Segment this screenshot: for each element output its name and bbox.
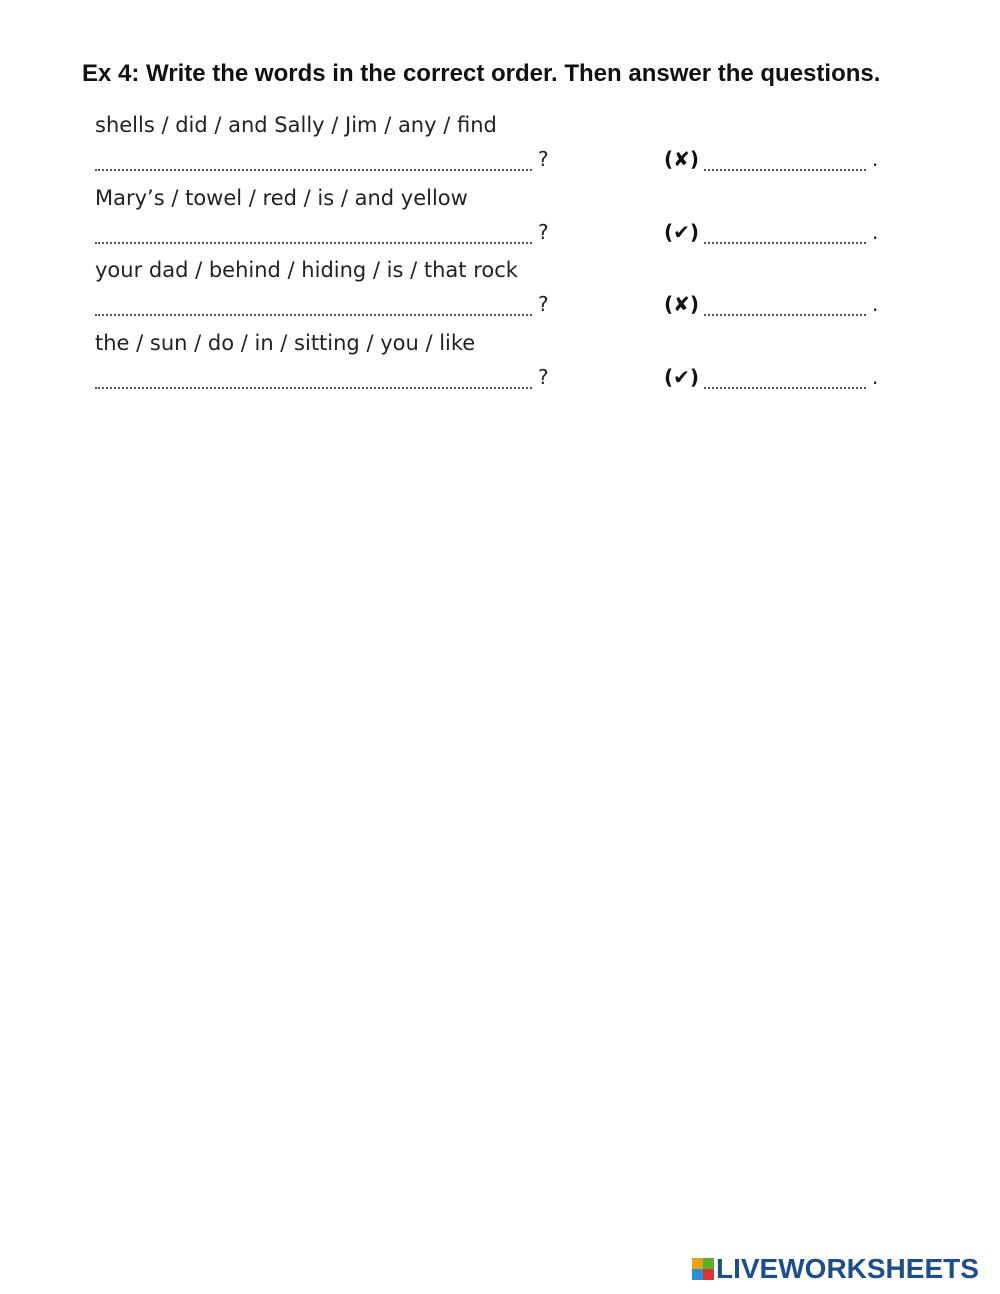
scrambled-words: the / sun / do / in / sitting / you / like [95, 331, 476, 355]
answer-period: . [872, 292, 879, 316]
short-answer-line[interactable] [704, 147, 866, 171]
question-mark: ? [538, 365, 549, 389]
question-mark: ? [538, 292, 549, 316]
scrambled-words: your dad / behind / hiding / is / that rock [95, 258, 518, 282]
liveworksheets-logo-icon [692, 1258, 714, 1280]
answer-period: . [872, 147, 879, 171]
exercise-item-1 [95, 113, 895, 185]
question-answer-line[interactable] [95, 292, 532, 316]
check-mark-icon: (✔) [664, 220, 700, 244]
scrambled-words: Mary’s / towel / red / is / and yellow [95, 186, 468, 210]
cross-mark-icon: (✘) [664, 292, 700, 316]
question-answer-line[interactable] [95, 365, 532, 389]
exercise-item-3 [95, 258, 895, 330]
exercise-item-2 [95, 186, 895, 258]
exercise-title: Ex 4: Write the words in the correct order. Then answer the questions. [82, 60, 881, 87]
scrambled-words: shells / did / and Sally / Jim / any / find [95, 113, 497, 137]
short-answer-line[interactable] [704, 220, 866, 244]
cross-mark-icon: (✘) [664, 147, 700, 171]
short-answer-line[interactable] [704, 292, 866, 316]
question-mark: ? [538, 220, 549, 244]
check-mark-icon: (✔) [664, 365, 700, 389]
question-answer-line[interactable] [95, 220, 532, 244]
logo-text: LIVEWORKSHEETS [716, 1253, 979, 1284]
exercise-item-4 [95, 331, 895, 403]
answer-period: . [872, 365, 879, 389]
question-answer-line[interactable] [95, 147, 532, 171]
liveworksheets-logo [692, 1254, 979, 1284]
short-answer-line[interactable] [704, 365, 866, 389]
question-mark: ? [538, 147, 549, 171]
answer-period: . [872, 220, 879, 244]
